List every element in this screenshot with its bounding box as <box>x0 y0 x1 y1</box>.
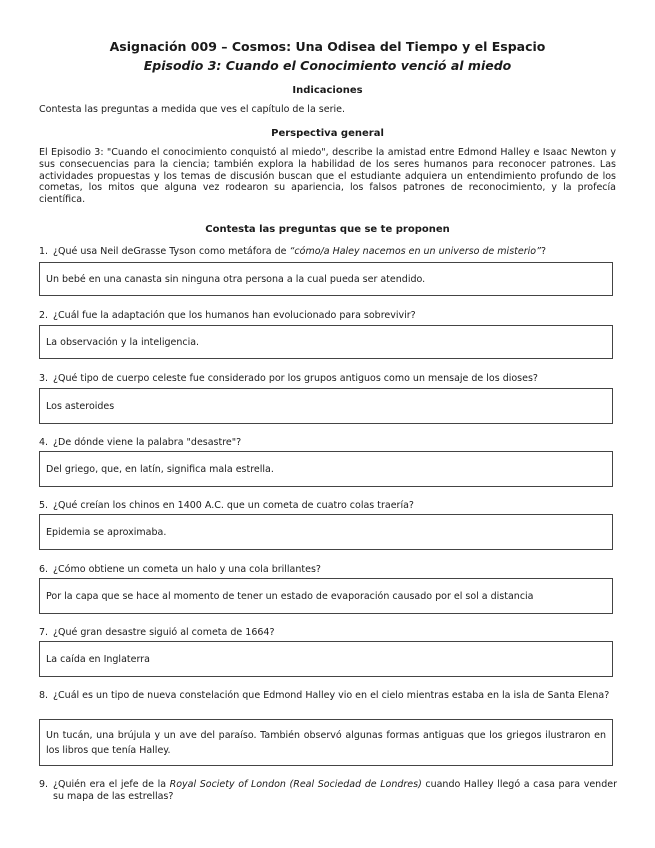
page-title: Asignación 009 – Cosmos: Una Odisea del Tiempo y el Espacio <box>109 39 546 54</box>
question-2 <box>39 310 617 322</box>
answer-box-8[interactable] <box>39 719 613 766</box>
question-text-end: cuando Halley llegó a casa para vender su mapa de las estrellas? <box>53 779 617 802</box>
answer-text: Del griego, que, en latín, significa mala estrella. <box>46 463 274 475</box>
answer-box-7[interactable] <box>39 641 613 677</box>
question-1 <box>39 246 617 258</box>
question-text: ¿De dónde viene la palabra "desastre"? <box>53 437 242 448</box>
overview-heading: Perspectiva general <box>271 128 384 139</box>
answer-box-1[interactable] <box>39 262 613 296</box>
answer-box-5[interactable] <box>39 514 613 550</box>
episode-subtitle: Episodio 3: Cuando el Conocimiento venció al miedo <box>143 58 512 73</box>
question-8 <box>39 690 617 702</box>
indications-heading: Indicaciones <box>292 85 363 96</box>
question-3 <box>39 373 617 385</box>
answer-box-6[interactable] <box>39 578 613 614</box>
question-text: ¿Cuál fue la adaptación que los humanos han evolucionado para sobrevivir? <box>53 310 416 321</box>
answer-text: Un tucán, una brújula y un ave del paraíso. También observó algunas formas antiguas que los griegos ilustraron en los libros que tenía Halley. <box>46 729 606 756</box>
question-number: 2. <box>39 310 49 321</box>
question-text: ¿Qué usa Neil deGrasse Tyson como metáfora de <box>53 246 290 257</box>
question-text: ¿Quién era el jefe de la <box>53 779 170 790</box>
answer-box-4[interactable] <box>39 451 613 487</box>
answer-text: La caída en Inglaterra <box>46 653 150 665</box>
question-italic: Royal Society of London (Real Sociedad de Londres) <box>169 779 422 790</box>
question-number: 9. <box>39 779 49 790</box>
answer-text: La observación y la inteligencia. <box>46 336 200 348</box>
question-text: ¿Qué gran desastre siguió al cometa de 1664? <box>53 627 275 638</box>
question-4 <box>39 437 617 449</box>
question-6 <box>39 564 617 576</box>
answer-box-2[interactable] <box>39 325 613 359</box>
answer-box-3[interactable] <box>39 388 613 424</box>
answer-text: Por la capa que se hace al momento de tener un estado de evaporación causado por el sol a distancia <box>46 590 534 602</box>
question-number: 7. <box>39 627 49 638</box>
overview-text: El Episodio 3: "Cuando el conocimiento conquistó al miedo", describe la amistad entre Edmond Halley e Isaac Newton y sus consecuencias para la ciencia; también explora la habilidad de los seres humanos para reconocer patrones. Las actividades propuestas y los temas de discusión buscan que el estudiante adquiera un entendimiento profundo de los cometas, los mitos que alguna vez rodearon su apariencia, los falsos patrones de reconocimiento, y la profecía científica. <box>39 147 616 206</box>
question-text: ¿Cuál es un tipo de nueva constelación que Edmond Halley vio en el cielo mientras estaba en la isla de Santa Elena? <box>53 690 610 701</box>
question-number: 5. <box>39 500 49 511</box>
indications-text: Contesta las preguntas a medida que ves el capítulo de la serie. <box>39 104 345 115</box>
question-italic: “cómo/a Haley nacemos en un universo de misterio” <box>289 246 541 257</box>
question-7 <box>39 627 617 639</box>
question-number: 1. <box>39 246 49 257</box>
answer-text: Un bebé en una canasta sin ninguna otra persona a la cual pueda ser atendido. <box>46 273 426 285</box>
question-text: ¿Cómo obtiene un cometa un halo y una cola brillantes? <box>53 564 321 575</box>
question-number: 6. <box>39 564 49 575</box>
question-number: 4. <box>39 437 49 448</box>
question-5 <box>39 500 617 512</box>
question-text: ¿Qué tipo de cuerpo celeste fue considerado por los grupos antiguos como un mensaje de los dioses? <box>53 373 538 384</box>
question-text-end: ? <box>541 246 547 257</box>
question-number: 8. <box>39 690 49 701</box>
answer-text: Epidemia se aproximaba. <box>46 526 167 538</box>
question-text: ¿Qué creían los chinos en 1400 A.C. que un cometa de cuatro colas traería? <box>53 500 414 511</box>
questions-heading: Contesta las preguntas que se te proponen <box>205 224 450 235</box>
answer-text: Los asteroides <box>46 400 115 412</box>
question-9 <box>39 779 617 802</box>
question-number: 3. <box>39 373 49 384</box>
